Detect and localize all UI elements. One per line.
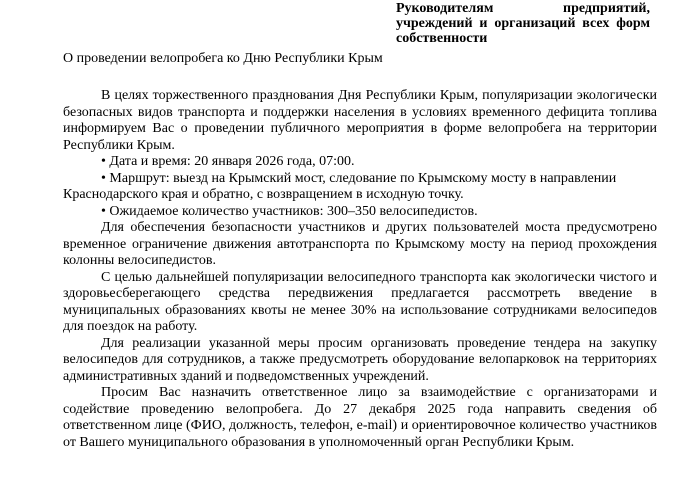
paragraph-popularization: С целью дальнейшей популяризации велосипедного транспорта как экологически чистого и здоровьесберегающего средства передвижения предлагается рассмотреть введение в муниципальных образованиях квоты не менее 30% на использование сотрудниками велосипедов для поездок на работу.: [63, 269, 657, 334]
addressee-block: Руководителям предприятий, учреждений и организаций всех форм собственности: [396, 1, 650, 46]
bullet-route: • Маршрут: выезд на Крымский мост, следование по Крымскому мосту в направлении Краснодарского края и обратно, с возвращением в исходную точку.: [63, 170, 617, 202]
paragraph-intro: В целях торжественного празднования Дня Республики Крым, популяризации экологически безопасных видов транспорта и поддержки населения в условиях временного дефицита топлива информируем Вас о проведении публичного мероприятия в форме велопробега на территории Республики Крым.: [63, 88, 657, 153]
bullet-date: • Дата и время: 20 января 2026 года, 07:00.: [101, 154, 355, 169]
letter-body: [63, 88, 657, 451]
paragraph-safety: Для обеспечения безопасности участников и других пользователей моста предусмотрено временное ограничение движения автотранспорта по Крымскому мосту на период прохождения колонны велосипедистов.: [63, 220, 657, 268]
bullet-participants: • Ожидаемое количество участников: 300–350 велосипедистов.: [101, 203, 478, 219]
paragraph-tender: Для реализации указанной меры просим организовать проведение тендера на закупку велосипедов для сотрудников, а также предусмотреть оборудование велопарковок на территориях административных зданий и подведомственных учреждений.: [63, 335, 657, 384]
letter-subject: О проведении велопробега ко Дню Республики Крым: [63, 51, 383, 66]
paragraph-responsible: Просим Вас назначить ответственное лицо за взаимодействие с организаторами и содействие проведению велопробега. До 27 декабря 2025 года направить сведения об ответственном лице (ФИО, должность, телефон, e-mail) и ориентировочное количество участников от Вашего муниципального образования в уполномоченный орган Республики Крым.: [63, 385, 657, 450]
